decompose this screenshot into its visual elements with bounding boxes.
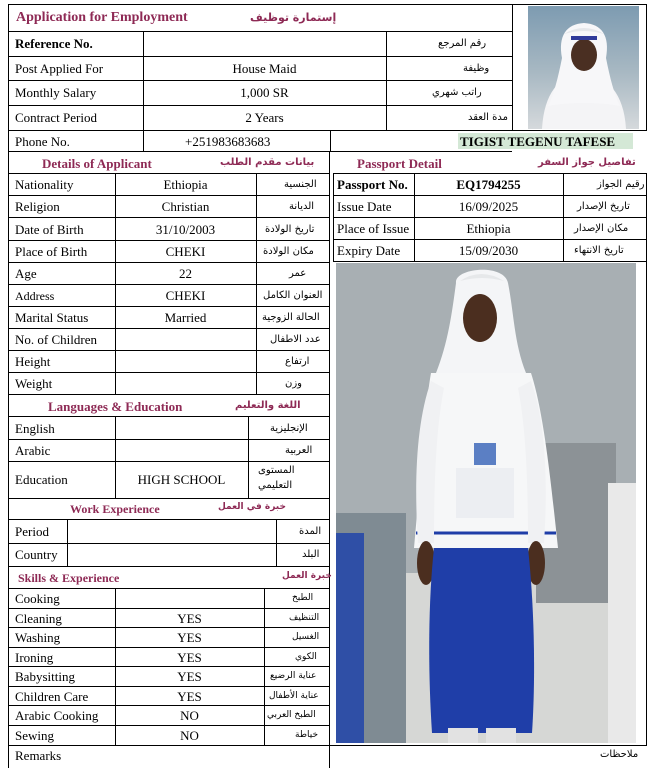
salary-arabic: راتب شهري — [432, 87, 482, 98]
skill-babysitting-value: YES — [177, 669, 202, 684]
dob-value: 31/10/2003 — [155, 222, 216, 237]
nationality-value: Ethiopia — [163, 177, 208, 192]
skill-washing-arabic: الغسيل — [292, 632, 320, 642]
skill-babysitting-arabic: عناية الرضيع — [270, 671, 317, 681]
applicant-name: TIGIST TEGENU TAFESE — [460, 134, 616, 149]
work-section-title-arabic: خبرة في العمل — [218, 502, 286, 512]
country-arabic: البلد — [302, 549, 320, 560]
skill-sewing-arabic: خياطة — [295, 730, 319, 740]
skill-washing-value: YES — [177, 630, 202, 645]
passport-no-arabic: رقيم الجواز — [597, 179, 645, 190]
period-arabic: المدة — [299, 526, 322, 537]
skill-arabic-cooking-arabic: الطبخ العربي — [267, 710, 316, 720]
passport-section-title: Passport Detail — [357, 156, 442, 171]
skill-cleaning-arabic: التنظيف — [289, 613, 320, 623]
weight-label: Weight — [15, 376, 53, 391]
skill-sewing-value: NO — [180, 728, 199, 743]
expiry-date-label: Expiry Date — [337, 243, 401, 258]
skill-cooking-arabic: الطبخ — [292, 593, 314, 603]
height-label: Height — [15, 354, 51, 369]
passport-section-title-arabic: تفاصيل جواز السفر — [538, 157, 636, 168]
skill-ironing-value: YES — [177, 650, 202, 665]
salary-value: 1,000 SR — [240, 85, 289, 100]
religion-label: Religion — [15, 199, 60, 214]
children-label: No. of Children — [15, 332, 97, 347]
education-label: Education — [15, 472, 68, 487]
skill-cleaning-label: Cleaning — [15, 611, 62, 626]
address-value: CHEKI — [165, 288, 206, 303]
phone-value: +251983683683 — [185, 134, 271, 149]
skill-cleaning-value: YES — [177, 611, 202, 626]
post-value: House Maid — [232, 61, 297, 76]
contract-label: Contract Period — [15, 110, 97, 125]
applicant-headshot — [528, 6, 639, 129]
english-label: English — [15, 421, 55, 436]
skill-washing-label: Washing — [15, 630, 61, 645]
education-arabic-2: التعليمي — [258, 480, 293, 491]
skill-sewing-label: Sewing — [15, 728, 54, 743]
english-arabic: الإنجليزية — [270, 423, 308, 434]
skills-section-title-arabic: خبرة العمل — [282, 571, 332, 581]
dob-arabic: تاريخ الولادة — [265, 224, 315, 235]
passport-no-label: Passport No. — [337, 177, 408, 192]
age-label: Age — [15, 266, 37, 281]
reference-arabic: رقم المرجع — [438, 38, 487, 49]
post-label: Post Applied For — [15, 61, 104, 76]
pob-arabic: مكان الولادة — [263, 246, 314, 257]
place-of-issue-arabic: مكان الإصدار — [574, 223, 629, 234]
skills-section-title: Skills & Experience — [18, 571, 120, 585]
weight-arabic: وزن — [285, 378, 303, 389]
applicant-full-photo — [336, 263, 636, 743]
skill-childcare-value: YES — [177, 689, 202, 704]
age-arabic: عمر — [289, 268, 307, 279]
form-title-arabic: إستمارة توظيف — [250, 11, 337, 24]
skill-babysitting-label: Babysitting — [15, 669, 75, 684]
remarks-arabic: ملاحظات — [600, 749, 639, 760]
skill-childcare-label: Children Care — [15, 689, 89, 704]
marital-label: Marital Status — [15, 310, 89, 325]
religion-arabic: الديانة — [289, 201, 315, 212]
place-of-issue-label: Place of Issue — [337, 221, 410, 236]
arabic-arabic: العربية — [285, 445, 313, 456]
languages-section-title: Languages & Education — [48, 399, 183, 414]
applicant-section-title-arabic: بيانات مقدم الطلب — [220, 157, 315, 168]
skill-ironing-arabic: الكوي — [295, 652, 317, 662]
skill-childcare-arabic: عناية الأطفال — [269, 691, 319, 701]
dob-label: Date of Birth — [15, 222, 84, 237]
nationality-arabic: الجنسية — [284, 179, 317, 190]
work-section-title: Work Experience — [70, 502, 160, 516]
arabic-label: Arabic — [15, 443, 51, 458]
issue-date-value: 16/09/2025 — [458, 199, 519, 214]
children-arabic: عدد الاطفال — [270, 334, 321, 345]
issue-date-label: Issue Date — [337, 199, 392, 214]
address-arabic: العنوان الكامل — [263, 290, 323, 301]
education-arabic-1: المستوى — [258, 465, 295, 476]
remarks-label: Remarks — [15, 748, 62, 763]
pob-value: CHEKI — [165, 244, 206, 259]
contract-arabic: مدة العقد — [468, 112, 508, 123]
skill-arabic-cooking-value: NO — [180, 708, 199, 723]
issue-date-arabic: تاريخ الإصدار — [577, 201, 630, 212]
marital-arabic: الحالة الزوجية — [262, 312, 320, 323]
phone-label: Phone No. — [15, 134, 70, 149]
expiry-date-value: 15/09/2030 — [458, 243, 519, 258]
marital-value: Married — [164, 310, 207, 325]
religion-value: Christian — [161, 199, 210, 214]
post-arabic: وظيفة — [463, 63, 490, 74]
reference-label: Reference No. — [15, 36, 93, 51]
applicant-section-title: Details of Applicant — [42, 156, 152, 171]
languages-section-title-arabic: اللغة والتعليم — [235, 400, 301, 411]
place-of-issue-value: Ethiopia — [466, 221, 511, 236]
skill-ironing-label: Ironing — [15, 650, 54, 665]
age-value: 22 — [179, 266, 192, 281]
address-label: Address — [15, 289, 55, 303]
nationality-label: Nationality — [15, 177, 74, 192]
skill-cooking-label: Cooking — [15, 591, 60, 606]
contract-value: 2 Years — [245, 110, 284, 125]
country-label: Country — [15, 547, 58, 562]
education-value: HIGH SCHOOL — [137, 472, 226, 487]
expiry-date-arabic: تاريخ الانتهاء — [574, 245, 624, 256]
height-arabic: ارتفاع — [285, 356, 310, 367]
period-label: Period — [15, 524, 49, 539]
form-title: Application for Employment — [16, 10, 188, 25]
skill-arabic-cooking-label: Arabic Cooking — [15, 708, 99, 723]
pob-label: Place of Birth — [15, 244, 88, 259]
salary-label: Monthly Salary — [15, 85, 97, 100]
passport-no-value: EQ1794255 — [456, 177, 521, 192]
